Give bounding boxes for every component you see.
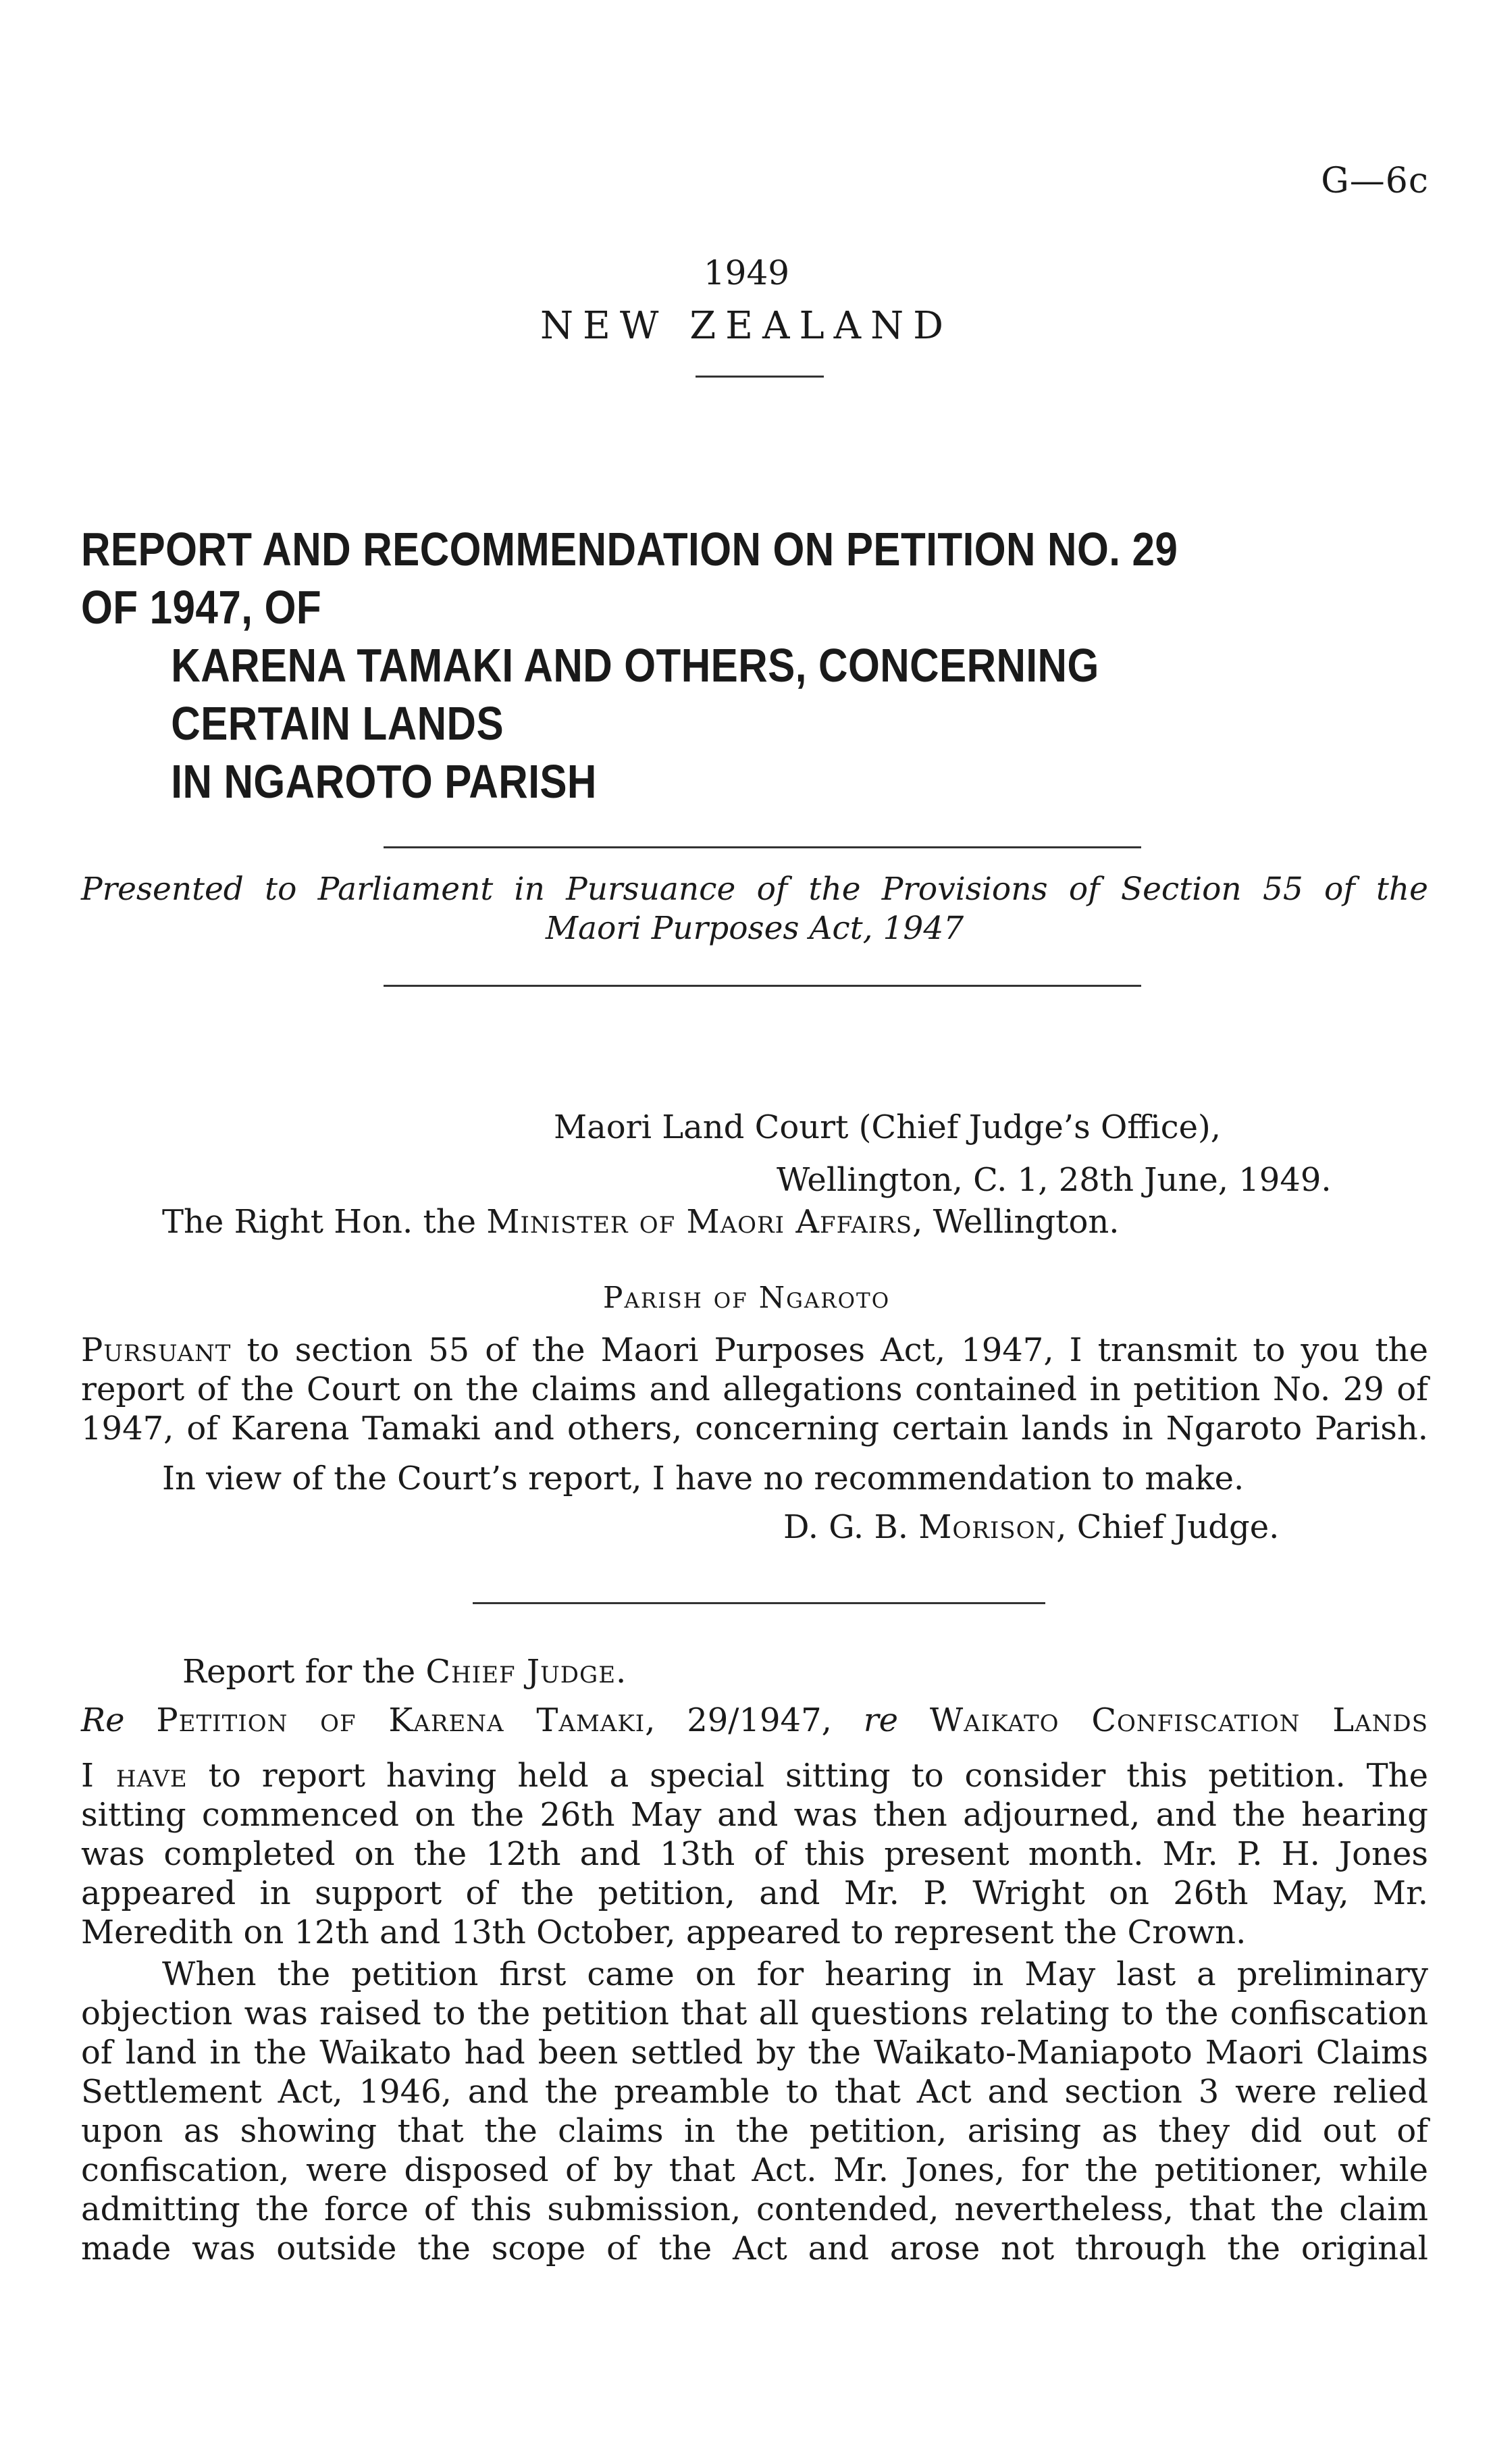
presented-line-1: Presented to Parliament in Pursuance of the Provisions of Section 55 of the: [81, 871, 1428, 908]
signature-initials: D. G. B.: [783, 1508, 908, 1546]
letter-signature: [783, 1508, 1279, 1547]
letter-salutation: [162, 1202, 1120, 1241]
report-title: [81, 520, 1242, 811]
presented-note: [81, 870, 1428, 948]
report-paragraph-2: [81, 1955, 1428, 2268]
title-line-3: IN NGAROTO PARISH: [171, 755, 597, 808]
divider-rule: [473, 1602, 1045, 1604]
letter-line: report of the Court on the claims and allegations contained in petition No. 29 of: [81, 1370, 1428, 1408]
report-line: upon as showing that the claims in the petition, arising as they did out of: [81, 2112, 1428, 2150]
divider-rule: [384, 985, 1141, 987]
re-heading-lands: Waikato Confiscation Lands: [929, 1701, 1428, 1739]
report-line: made was outside the scope of the Act and arose not through the original: [81, 2230, 1428, 2267]
title-line-2: KARENA TAMAKI AND OTHERS, CONCERNING CERTAIN LANDS: [171, 639, 1099, 750]
report-for-title: Chief Judge.: [425, 1653, 627, 1691]
signature-title: , Chief Judge.: [1056, 1508, 1280, 1546]
paragraph-lead: I have: [81, 1757, 188, 1795]
re-label-2: re: [863, 1701, 899, 1739]
report-line: Settlement Act, 1946, and the preamble to that Act and section 3 were relied: [81, 2073, 1428, 2111]
report-line: Meredith on 12th and 13th October, appeared to represent the Crown.: [81, 1914, 1247, 1951]
report-line: I have to report having held a special sitting to consider this petition. The: [81, 1757, 1429, 1795]
letter-closing: In view of the Court’s report, I have no recommendation to make.: [162, 1460, 1245, 1497]
re-heading-petition: Petition of Karena Tamaki: [156, 1701, 646, 1739]
letter-address-line-1: Maori Land Court (Chief Judge’s Office),: [554, 1108, 1222, 1146]
document-reference: G—6c: [1321, 161, 1429, 201]
signature-name: Morison: [918, 1508, 1057, 1546]
letter-address-line-2: Wellington, C. 1, 28th June, 1949.: [777, 1161, 1332, 1199]
salutation-prefix: The Right Hon. the: [162, 1203, 477, 1241]
report-line: was completed on the 12th and 13th of this present month. Mr. P. H. Jones: [81, 1835, 1428, 1873]
parish-heading: Parish of Ngaroto: [602, 1281, 891, 1315]
report-line: admitting the force of this submission, contended, nevertheless, that the claim: [81, 2190, 1428, 2228]
re-number: , 29/1947,: [645, 1701, 832, 1739]
presented-line-2: Maori Purposes Act, 1947: [545, 910, 964, 947]
salutation-title: Minister of Maori Affairs: [486, 1203, 913, 1241]
country-heading: NEW ZEALAND: [540, 304, 953, 348]
report-line: sitting commenced on the 26th May and was then adjourned, and the hearing: [81, 1796, 1428, 1834]
divider-rule: [696, 376, 824, 378]
re-label: Re: [81, 1701, 125, 1739]
salutation-suffix: , Wellington.: [912, 1203, 1120, 1241]
letter-paragraph: [81, 1331, 1428, 1448]
report-line: objection was raised to the petition that all questions relating to the confiscation: [81, 1995, 1428, 2032]
letter-line: 1947, of Karena Tamaki and others, concerning certain lands in Ngaroto Parish.: [81, 1410, 1428, 1447]
report-line: confiscation, were disposed of by that Act. Mr. Jones, for the petitioner, while: [81, 2151, 1428, 2189]
re-heading-line: [81, 1701, 1428, 1740]
report-line: of land in the Waikato had been settled by the Waikato-Maniapoto Maori Claims: [81, 2034, 1428, 2072]
publication-year: 1949: [703, 253, 790, 292]
title-line-1: REPORT AND RECOMMENDATION ON PETITION NO. 29 OF 1947, OF: [81, 523, 1178, 634]
report-re-heading: [81, 1701, 1428, 1740]
letter-line: Pursuant to section 55 of the Maori Purposes Act, 1947, I transmit to you the: [81, 1331, 1428, 1369]
report-for-heading: [182, 1652, 627, 1691]
report-line: appeared in support of the petition, and Mr. P. Wright on 26th May, Mr.: [81, 1874, 1428, 1912]
report-for-prefix: Report for the: [182, 1653, 416, 1691]
report-line: When the petition first came on for hearing in May last a preliminary: [162, 1955, 1428, 1993]
report-paragraph-1: [81, 1756, 1428, 1952]
paragraph-lead: Pursuant: [81, 1331, 232, 1369]
divider-rule: [384, 846, 1141, 848]
